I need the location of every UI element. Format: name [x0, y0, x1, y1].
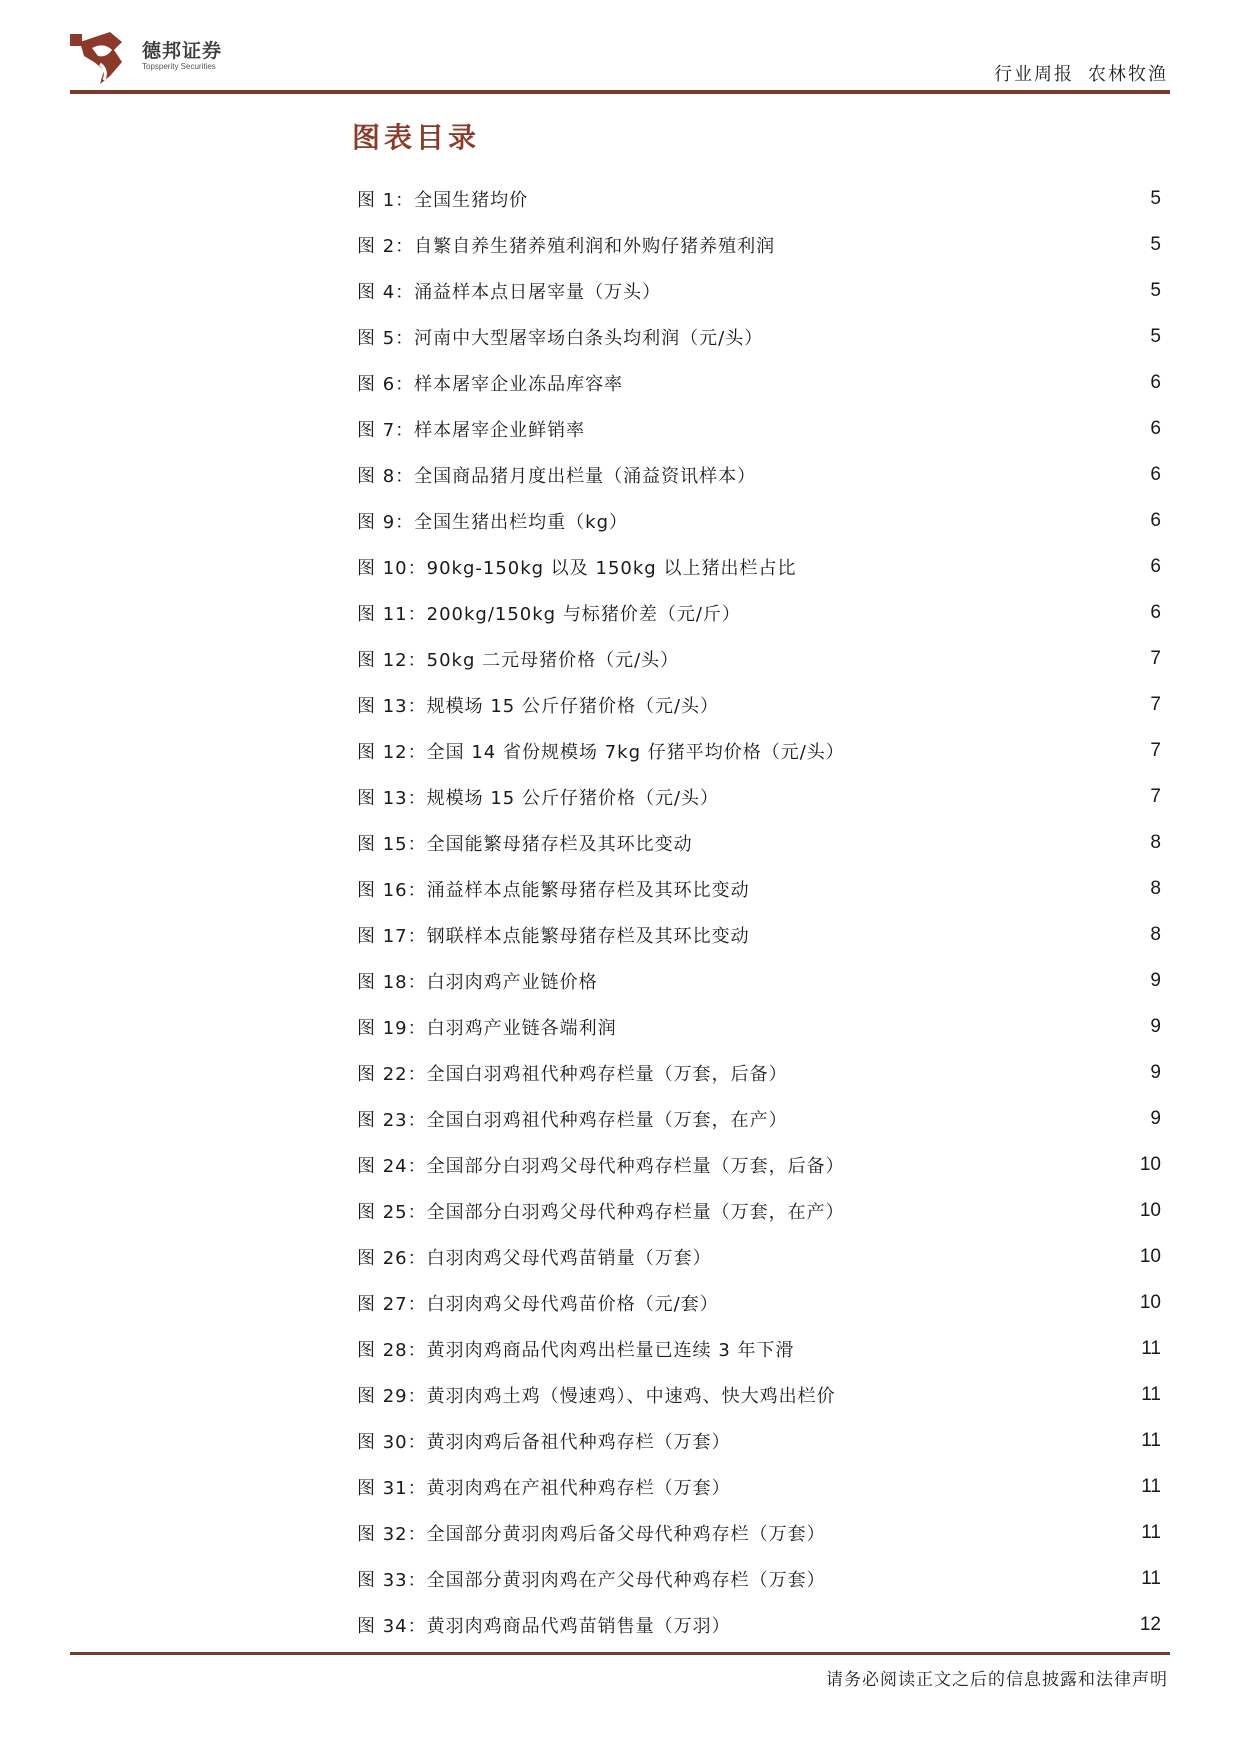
- toc-entry-label: 图 9：全国生猪出栏均重（kg）: [357, 512, 629, 533]
- toc-entry-page: 11: [1141, 1384, 1161, 1405]
- toc-entry-label: 图 18：白羽肉鸡产业链价格: [357, 972, 598, 993]
- toc-entry-page: 10: [1139, 1246, 1161, 1267]
- toc-entry-page: 8: [1150, 832, 1161, 853]
- toc-entry-page: 11: [1141, 1476, 1161, 1497]
- toc-entry[interactable]: [357, 544, 1163, 590]
- toc-entry-label: 图 16：涌益样本点能繁母猪存栏及其环比变动: [357, 880, 750, 901]
- toc-entry[interactable]: [357, 958, 1163, 1004]
- toc-entry-page: 7: [1150, 648, 1161, 669]
- toc-entry[interactable]: [357, 1556, 1163, 1602]
- toc-entry-page: 9: [1150, 1108, 1161, 1129]
- toc-entry[interactable]: [357, 1418, 1163, 1464]
- toc-entry-page: 5: [1150, 326, 1161, 347]
- toc-entry-page: 6: [1150, 372, 1161, 393]
- toc-entry-label: 图 12：50kg 二元母猪价格（元/头）: [357, 650, 680, 671]
- toc-entry-label: 图 1：全国生猪均价: [357, 190, 529, 211]
- toc-entry-label: 图 22：全国白羽鸡祖代种鸡存栏量（万套，后备）: [357, 1064, 788, 1085]
- toc-entry[interactable]: [357, 1096, 1163, 1142]
- toc-entry[interactable]: [357, 1234, 1163, 1280]
- toc-entry-label: 图 32：全国部分黄羽肉鸡后备父母代种鸡存栏（万套）: [357, 1524, 826, 1545]
- toc-entry-label: 图 4：涌益样本点日屠宰量（万头）: [357, 282, 662, 303]
- toc-entry-page: 8: [1150, 878, 1161, 899]
- toc-entry-label: 图 33：全国部分黄羽肉鸡在产父母代种鸡存栏（万套）: [357, 1570, 826, 1591]
- toc-entry[interactable]: [357, 682, 1163, 728]
- toc-entry[interactable]: [357, 406, 1163, 452]
- toc-entry-label: 图 11：200kg/150kg 与标猪价差（元/斤）: [357, 604, 741, 625]
- brand-name-cn: 德邦证券: [142, 40, 223, 62]
- toc-entry-label: 图 19：白羽鸡产业链各端利润: [357, 1018, 617, 1039]
- toc-entry[interactable]: [357, 452, 1163, 498]
- toc-entry-label: 图 2：自繁自养生猪养殖利润和外购仔猪养殖利润: [357, 236, 776, 257]
- toc-entry-page: 9: [1150, 1016, 1161, 1037]
- toc-entry[interactable]: [357, 314, 1163, 360]
- toc-entry-page: 11: [1141, 1568, 1161, 1589]
- toc-entry[interactable]: [357, 1280, 1163, 1326]
- toc-entry-page: 6: [1150, 556, 1161, 577]
- toc-entry[interactable]: [357, 176, 1163, 222]
- toc-entry[interactable]: [357, 1372, 1163, 1418]
- toc-entry-page: 5: [1150, 188, 1161, 209]
- toc-entry-label: 图 34：黄羽肉鸡商品代鸡苗销售量（万羽）: [357, 1616, 731, 1637]
- toc-entry-label: 图 31：黄羽肉鸡在产祖代种鸡存栏（万套）: [357, 1478, 731, 1499]
- footer-divider: [70, 1652, 1170, 1655]
- toc-entry-page: 10: [1139, 1200, 1161, 1221]
- toc-entry-label: 图 5：河南中大型屠宰场白条头均利润（元/头）: [357, 328, 764, 349]
- page-title: 图表目录: [352, 121, 481, 154]
- toc-entry-label: 图 24：全国部分白羽鸡父母代种鸡存栏量（万套，后备）: [357, 1156, 845, 1177]
- footer-disclaimer: 请务必阅读正文之后的信息披露和法律声明: [826, 1670, 1168, 1690]
- toc-entry[interactable]: [357, 636, 1163, 682]
- toc-entry[interactable]: [357, 1602, 1163, 1648]
- toc-entry[interactable]: [357, 1004, 1163, 1050]
- toc-entry-label: 图 7：样本屠宰企业鲜销率: [357, 420, 586, 441]
- toc-entry[interactable]: [357, 912, 1163, 958]
- toc-entry-label: 图 23：全国白羽鸡祖代种鸡存栏量（万套，在产）: [357, 1110, 788, 1131]
- toc-entry-page: 9: [1150, 1062, 1161, 1083]
- toc-entry-page: 5: [1150, 280, 1161, 301]
- toc-entry-label: 图 25：全国部分白羽鸡父母代种鸡存栏量（万套，在产）: [357, 1202, 845, 1223]
- toc-entry-page: 6: [1150, 418, 1161, 439]
- toc-entry-page: 8: [1150, 924, 1161, 945]
- toc-entry[interactable]: [357, 590, 1163, 636]
- toc-entry-label: 图 17：钢联样本点能繁母猪存栏及其环比变动: [357, 926, 750, 947]
- company-logo: [70, 28, 270, 86]
- toc-entry[interactable]: [357, 1142, 1163, 1188]
- industry-name: 农林牧渔: [1088, 64, 1168, 85]
- toc-entry-page: 6: [1150, 602, 1161, 623]
- toc-entry-label: 图 28：黄羽肉鸡商品代肉鸡出栏量已连续 3 年下滑: [357, 1340, 795, 1361]
- toc-entry-label: 图 27：白羽肉鸡父母代鸡苗价格（元/套）: [357, 1294, 719, 1315]
- report-category: [994, 60, 1168, 86]
- toc-entry[interactable]: [357, 1188, 1163, 1234]
- toc-entry-page: 11: [1141, 1430, 1161, 1451]
- toc-entry-page: 7: [1150, 740, 1161, 761]
- toc-entry-page: 7: [1150, 694, 1161, 715]
- dragon-logo-icon: [70, 28, 128, 86]
- toc-entry-page: 11: [1141, 1522, 1161, 1543]
- toc-entry[interactable]: [357, 728, 1163, 774]
- toc-entry[interactable]: [357, 1464, 1163, 1510]
- toc-entry-page: 5: [1150, 234, 1161, 255]
- toc-entry[interactable]: [357, 866, 1163, 912]
- toc-entry[interactable]: [357, 222, 1163, 268]
- toc-entry-label: 图 12：全国 14 省份规模场 7kg 仔猪平均价格（元/头）: [357, 742, 845, 763]
- toc-entry[interactable]: [357, 1050, 1163, 1096]
- toc-entry-label: 图 30：黄羽肉鸡后备祖代种鸡存栏（万套）: [357, 1432, 731, 1453]
- toc-entry-label: 图 15：全国能繁母猪存栏及其环比变动: [357, 834, 693, 855]
- toc-entry-label: 图 6：样本屠宰企业冻品库容率: [357, 374, 624, 395]
- toc-entry-label: 图 29：黄羽肉鸡土鸡（慢速鸡）、中速鸡、快大鸡出栏价: [357, 1386, 836, 1407]
- toc-entry[interactable]: [357, 774, 1163, 820]
- toc-entry[interactable]: [357, 498, 1163, 544]
- report-type: 行业周报: [994, 64, 1074, 85]
- toc-entry[interactable]: [357, 268, 1163, 314]
- toc-entry-label: 图 13：规模场 15 公斤仔猪价格（元/头）: [357, 696, 720, 717]
- header-divider: [70, 90, 1170, 94]
- toc-entry-page: 11: [1141, 1338, 1161, 1359]
- toc-entry[interactable]: [357, 1510, 1163, 1556]
- toc-entry-label: 图 10：90kg-150kg 以及 150kg 以上猪出栏占比: [357, 558, 797, 579]
- toc-entry-page: 6: [1150, 510, 1161, 531]
- toc-entry-page: 7: [1150, 786, 1161, 807]
- toc-entry-page: 12: [1139, 1614, 1161, 1635]
- toc-entry-label: 图 13：规模场 15 公斤仔猪价格（元/头）: [357, 788, 720, 809]
- brand-name-en: Topsperity Securities: [142, 62, 216, 71]
- toc-entry-page: 9: [1150, 970, 1161, 991]
- toc-entry[interactable]: [357, 1326, 1163, 1372]
- figure-table-of-contents: [357, 176, 1163, 1648]
- toc-entry-page: 10: [1139, 1292, 1161, 1313]
- toc-entry-label: 图 8：全国商品猪月度出栏量（涌益资讯样本）: [357, 466, 757, 487]
- toc-entry-label: 图 26：白羽肉鸡父母代鸡苗销量（万套）: [357, 1248, 712, 1269]
- toc-entry-page: 10: [1139, 1154, 1161, 1175]
- toc-entry-page: 6: [1150, 464, 1161, 485]
- toc-entry[interactable]: [357, 820, 1163, 866]
- toc-entry[interactable]: [357, 360, 1163, 406]
